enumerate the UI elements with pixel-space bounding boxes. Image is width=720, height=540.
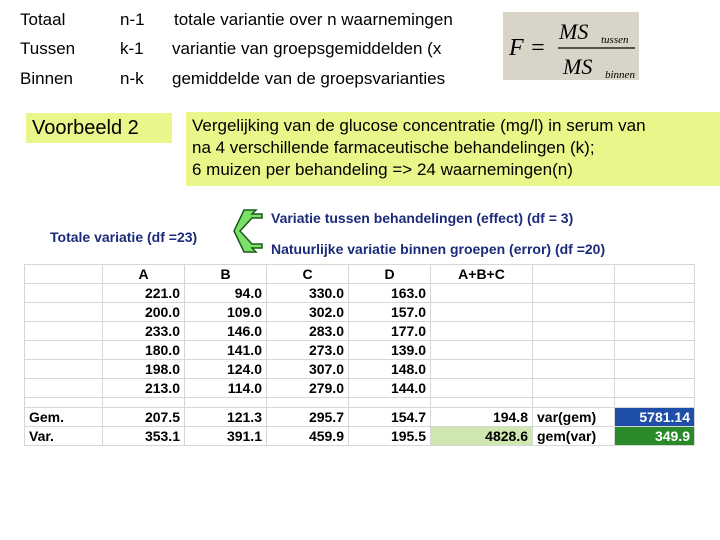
table-cell — [431, 341, 533, 360]
glucose-data-table — [24, 264, 695, 446]
table-cell — [25, 360, 103, 379]
table-cell: 283.0 — [267, 322, 349, 341]
table-cell: 233.0 — [103, 322, 185, 341]
table-cell: 114.0 — [185, 379, 267, 398]
table-cell — [431, 284, 533, 303]
gem-cell-c: 295.7 — [267, 408, 349, 427]
var-cell-b: 391.1 — [185, 427, 267, 446]
table-cell — [25, 341, 103, 360]
def-df-binnen: n-k — [120, 69, 144, 88]
total-variation-label: Totale variatie (df =23) — [50, 229, 198, 245]
table-cell — [25, 284, 103, 303]
table-cell — [431, 379, 533, 398]
table-cell — [533, 360, 615, 379]
table-cell: 163.0 — [349, 284, 431, 303]
var-gem-value: 5781.14 — [615, 408, 695, 427]
header-cell — [615, 265, 695, 284]
var-row — [25, 427, 695, 446]
table-cell: 177.0 — [349, 322, 431, 341]
table-cell: 180.0 — [103, 341, 185, 360]
table-header-row — [25, 265, 695, 284]
gem-cell-b: 121.3 — [185, 408, 267, 427]
split-arrow-icon — [234, 210, 262, 252]
example-label: Voorbeeld 2 — [26, 113, 172, 143]
gem-cell-a: 207.5 — [103, 408, 185, 427]
table-cell — [615, 284, 695, 303]
gem-cell-d: 154.7 — [349, 408, 431, 427]
example-line-2: na 4 verschillende farmaceutische behandelingen (k); — [192, 138, 595, 157]
def-text-totaal: totale variantie over n waarnemingen — [174, 10, 453, 29]
table-cell — [25, 379, 103, 398]
formula-numerator: MS — [559, 19, 589, 44]
spacer-cell — [267, 398, 349, 408]
f-ratio-formula-graphic — [503, 12, 639, 80]
var-cell-d: 195.5 — [349, 427, 431, 446]
table-cell — [615, 360, 695, 379]
gem-cell-all: 194.8 — [431, 408, 533, 427]
table-row — [25, 379, 695, 398]
table-cell — [615, 303, 695, 322]
header-cell — [533, 265, 615, 284]
example-line-3: 6 muizen per behandeling => 24 waarnemingen(n) — [192, 160, 573, 179]
table-cell — [25, 322, 103, 341]
table-cell — [533, 341, 615, 360]
table-cell: 146.0 — [185, 322, 267, 341]
spacer-cell — [615, 398, 695, 408]
header-cell-d: D — [349, 265, 431, 284]
table-cell: 141.0 — [185, 341, 267, 360]
spacer-cell — [533, 398, 615, 408]
table-cell — [431, 360, 533, 379]
spacer-cell — [25, 398, 103, 408]
between-variation-label: Variatie tussen behandelingen (effect) (df = 3) — [271, 210, 574, 226]
example-description — [186, 112, 720, 186]
var-cell-a: 353.1 — [103, 427, 185, 446]
var-gem-label: var(gem) — [533, 408, 615, 427]
formula-numerator-sub: tussen — [601, 34, 629, 46]
table-row — [25, 360, 695, 379]
def-text-tussen: variantie van groepsgemiddelden (x — [172, 39, 442, 58]
table-cell: 302.0 — [267, 303, 349, 322]
table-cell: 139.0 — [349, 341, 431, 360]
table-cell: 94.0 — [185, 284, 267, 303]
def-df-tussen: k-1 — [120, 39, 144, 58]
within-variation-label: Natuurlijke variatie binnen groepen (error) (df =20) — [271, 241, 606, 257]
spacer-cell — [431, 398, 533, 408]
var-cell-c: 459.9 — [267, 427, 349, 446]
table-cell: 144.0 — [349, 379, 431, 398]
table-cell: 307.0 — [267, 360, 349, 379]
table-cell — [25, 303, 103, 322]
spacer-cell — [349, 398, 431, 408]
gem-row — [25, 408, 695, 427]
header-cell-a: A — [103, 265, 185, 284]
table-spacer-row — [25, 398, 695, 408]
table-cell: 124.0 — [185, 360, 267, 379]
table-cell: 330.0 — [267, 284, 349, 303]
table-cell: 198.0 — [103, 360, 185, 379]
table-cell — [533, 322, 615, 341]
def-label-binnen: Binnen — [20, 69, 73, 88]
table-cell — [533, 303, 615, 322]
table-cell: 279.0 — [267, 379, 349, 398]
header-cell-all: A+B+C — [431, 265, 533, 284]
var-label: Var. — [25, 427, 103, 446]
spacer-cell — [185, 398, 267, 408]
table-row — [25, 303, 695, 322]
gem-var-value: 349.9 — [615, 427, 695, 446]
table-cell: 148.0 — [349, 360, 431, 379]
variation-split-arrow — [232, 206, 272, 256]
table-cell — [431, 303, 533, 322]
table-cell — [533, 284, 615, 303]
def-label-tussen: Tussen — [20, 39, 76, 58]
table-cell: 221.0 — [103, 284, 185, 303]
table-cell: 273.0 — [267, 341, 349, 360]
formula-denominator: MS — [563, 54, 593, 79]
table-cell: 200.0 — [103, 303, 185, 322]
example-line-1: Vergelijking van de glucose concentratie (mg/l) in serum van — [192, 116, 646, 135]
def-df-totaal: n-1 — [120, 10, 145, 29]
def-label-totaal: Totaal — [20, 10, 66, 29]
table-cell — [615, 322, 695, 341]
gem-var-label: gem(var) — [533, 427, 615, 446]
var-cell-all: 4828.6 — [431, 427, 533, 446]
header-cell-b: B — [185, 265, 267, 284]
f-ratio-formula — [503, 12, 639, 80]
table-cell: 157.0 — [349, 303, 431, 322]
table-row — [25, 341, 695, 360]
table-cell — [615, 379, 695, 398]
spacer-cell — [103, 398, 185, 408]
formula-denominator-sub: binnen — [605, 69, 635, 80]
table-cell — [615, 341, 695, 360]
table-row — [25, 322, 695, 341]
table-cell: 109.0 — [185, 303, 267, 322]
gem-label: Gem. — [25, 408, 103, 427]
formula-lhs: F = — [509, 35, 546, 61]
def-text-binnen: gemiddelde van de groepsvarianties — [172, 69, 446, 88]
table-row — [25, 284, 695, 303]
table-cell: 213.0 — [103, 379, 185, 398]
header-cell — [25, 265, 103, 284]
table-cell — [431, 322, 533, 341]
table-cell — [533, 379, 615, 398]
header-cell-c: C — [267, 265, 349, 284]
